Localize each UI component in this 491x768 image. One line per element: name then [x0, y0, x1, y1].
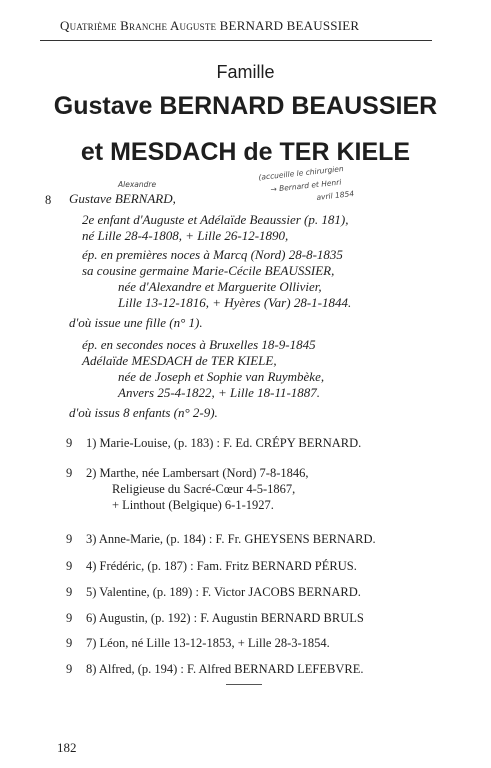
entry-line: née de Joseph et Sophie van Ruymbèke, [118, 369, 325, 384]
child-line: 3) Anne-Marie, (p. 184) : F. Fr. GHEYSENS BERNARD. [86, 532, 376, 546]
child-generation-number: 9 [66, 559, 73, 573]
entry-line: née d'Alexandre et Marguerite Ollivier, [118, 279, 322, 294]
entry-line: Lille 13-12-1816, + Hyères (Var) 28-1-1844. [118, 295, 352, 310]
child-generation-number: 9 [66, 585, 73, 599]
child-line: 8) Alfred, (p. 194) : F. Alfred BERNARD LEFEBVRE. [86, 662, 364, 676]
entry-line: ép. en premières noces à Marcq (Nord) 28-8-1835 [82, 247, 343, 262]
handwritten-note-line-2: → Bernard et Henri [270, 177, 342, 194]
entry-name: Gustave BERNARD, [69, 191, 176, 206]
page-number: 182 [57, 740, 77, 755]
handwritten-note-line-3: avril 1854 [316, 189, 355, 202]
entry-line: d'où issus 8 enfants (n° 2-9). [69, 405, 218, 420]
entry-line: Adélaïde MESDACH de TER KIELE, [82, 353, 277, 368]
family-label: Famille [216, 62, 275, 82]
entry-line: d'où issue une fille (n° 1). [69, 315, 203, 330]
child-line: 1) Marie-Louise, (p. 183) : F. Ed. CRÉPY BERNARD. [86, 436, 362, 450]
entry-line: ép. en secondes noces à Bruxelles 18-9-1845 [82, 337, 316, 352]
header-rule [40, 40, 432, 41]
child-generation-number: 9 [66, 662, 73, 676]
family-name-line-2: et MESDACH de TER KIELE [80, 138, 411, 166]
handwritten-first-name: Alexandre [118, 180, 157, 189]
entry-line: né Lille 28-4-1808, + Lille 26-12-1890, [82, 228, 289, 243]
child-line: 4) Frédéric, (p. 187) : Fam. Fritz BERNARD PÉRUS. [86, 559, 357, 573]
child-line: 5) Valentine, (p. 189) : F. Victor JACOBS BERNARD. [86, 585, 361, 599]
child-line: Religieuse du Sacré-Cœur 4-5-1867, [112, 482, 296, 496]
child-generation-number: 9 [66, 532, 73, 546]
child-line: 7) Léon, né Lille 13-12-1853, + Lille 28-3-1854. [86, 636, 330, 650]
child-line: 6) Augustin, (p. 192) : F. Augustin BERNARD BRULS [86, 611, 364, 625]
running-head: Quatrième Branche Auguste BERNARD BEAUSSIER [60, 18, 360, 33]
section-end-rule [226, 684, 262, 685]
child-generation-number: 9 [66, 466, 73, 480]
child-generation-number: 9 [66, 636, 73, 650]
entry-line: Anvers 25-4-1822, + Lille 18-11-1887. [118, 385, 321, 400]
child-generation-number: 9 [66, 436, 73, 450]
child-line: 2) Marthe, née Lambersart (Nord) 7-8-1846, [86, 466, 309, 480]
handwritten-note-line-1: (accueille le chirurgien [258, 164, 345, 182]
family-name-line-1: Gustave BERNARD BEAUSSIER [53, 92, 438, 120]
entry-line: sa cousine germaine Marie-Cécile BEAUSSIER, [82, 263, 335, 278]
child-line: + Linthout (Belgique) 6-1-1927. [112, 498, 274, 512]
entry-generation-number: 8 [45, 193, 52, 207]
entry-line: 2e enfant d'Auguste et Adélaïde Beaussier (p. 181), [82, 212, 349, 227]
child-generation-number: 9 [66, 611, 73, 625]
